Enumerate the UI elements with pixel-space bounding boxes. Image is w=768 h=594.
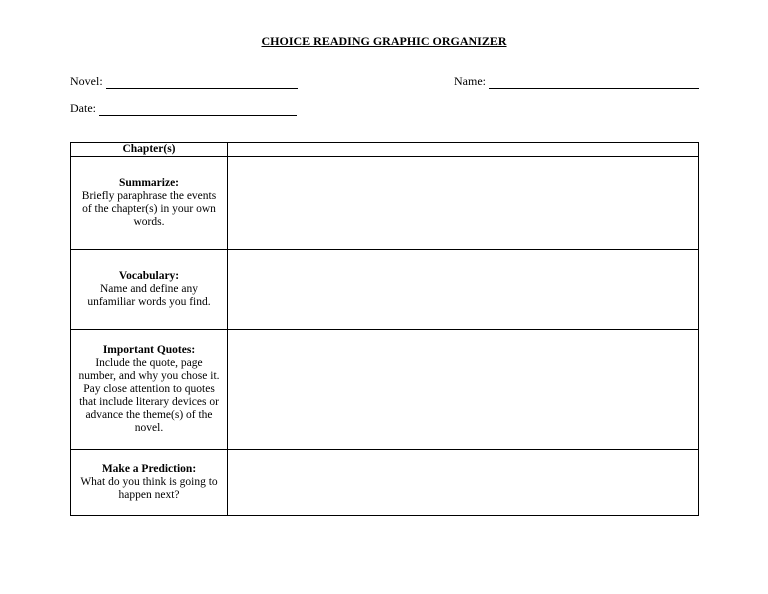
vocabulary-answer-cell[interactable] — [228, 250, 699, 330]
date-label: Date: — [70, 101, 96, 115]
date-field — [70, 101, 297, 116]
summarize-answer-cell[interactable] — [228, 157, 699, 250]
table-row-quotes — [71, 330, 699, 450]
date-blank-line[interactable] — [99, 104, 297, 116]
quotes-label-cell — [71, 330, 228, 450]
novel-field — [70, 74, 298, 89]
name-label: Name: — [454, 74, 486, 88]
table-header-row — [71, 143, 699, 157]
quotes-answer-cell[interactable] — [228, 330, 699, 450]
name-blank-line[interactable] — [489, 77, 699, 89]
vocabulary-heading: Vocabulary: — [118, 270, 180, 282]
page-title: CHOICE READING GRAPHIC ORGANIZER — [261, 34, 507, 48]
chapters-header-cell: Chapter(s) — [71, 143, 228, 157]
prediction-answer-cell[interactable] — [228, 450, 699, 516]
vocabulary-prompt: Name and define any unfamiliar words you find. — [87, 283, 211, 308]
prediction-prompt: What do you think is going to happen next? — [80, 476, 218, 501]
graphic-organizer-table — [70, 142, 699, 516]
novel-blank-line[interactable] — [106, 77, 298, 89]
table-row-prediction — [71, 450, 699, 516]
name-field — [454, 74, 699, 89]
quotes-heading: Important Quotes: — [102, 344, 196, 356]
prediction-heading: Make a Prediction: — [101, 463, 197, 475]
table-row-vocabulary — [71, 250, 699, 330]
summarize-label-cell — [71, 157, 228, 250]
vocabulary-label-cell — [71, 250, 228, 330]
summarize-prompt: Briefly paraphrase the events of the chapter(s) in your own words. — [81, 190, 217, 228]
novel-label: Novel: — [70, 74, 103, 88]
quotes-prompt: Include the quote, page number, and why you chose it. Pay close attention to quotes that include literary devices or advance the theme(s) of the novel. — [78, 357, 220, 434]
table-row-summarize — [71, 157, 699, 250]
chapters-answer-cell[interactable] — [228, 143, 699, 157]
summarize-heading: Summarize: — [118, 177, 180, 189]
prediction-label-cell — [71, 450, 228, 516]
